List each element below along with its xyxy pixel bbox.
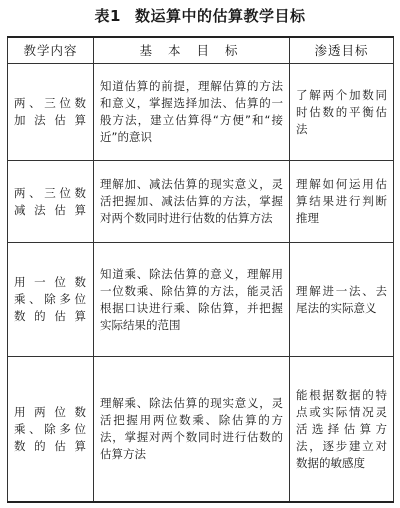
table-header-row bbox=[8, 37, 394, 64]
row-basic-goal-cell: 知道估算的前提，理解估算的方法和意义，掌握选择加法、估算的一般方法，建立估算得“方便”和“接近”的意识 bbox=[94, 64, 290, 161]
header-extended-goal: 渗透目标 bbox=[290, 37, 394, 64]
table-caption bbox=[0, 6, 400, 26]
table-row bbox=[8, 243, 394, 357]
row-basic-goal-cell: 理解加、减法估算的现实意义，灵活把握加、减法估算的方法，掌握对两个数同时进行估数的估算方法 bbox=[94, 161, 290, 243]
teaching-goals-table bbox=[7, 36, 394, 503]
table-row bbox=[8, 64, 394, 161]
row-basic-goal-cell: 知道乘、除法估算的意义，理解用一位数乘、除估算的方法，能灵活根据口诀进行乘、除估算，并把握实际结果的范围 bbox=[94, 243, 290, 357]
header-basic-goal: 基 本 目 标 bbox=[94, 37, 290, 64]
table-title: 数运算中的估算教学目标 bbox=[134, 7, 306, 25]
row-extended-goal-cell: 理解进一法、去尾法的实际意义 bbox=[290, 243, 394, 357]
row-basic-goal-cell: 理解乘、除法估算的现实意义，灵活把握用两位数乘、除估算的方法，掌握对两个数同时进行估数的估算方法 bbox=[94, 357, 290, 503]
header-content: 教学内容 bbox=[8, 37, 94, 64]
table-row bbox=[8, 357, 394, 503]
row-extended-goal-cell: 理解如何运用估算结果进行判断推理 bbox=[290, 161, 394, 243]
table-number: 表1 bbox=[94, 7, 121, 25]
row-content-cell: 两、三位数加法估算 bbox=[8, 64, 94, 161]
row-content-cell: 两、三位数减法估算 bbox=[8, 161, 94, 243]
row-content-cell: 用两位数乘、除多位数的估算 bbox=[8, 357, 94, 503]
row-extended-goal-cell: 能根据数据的特点或实际情况灵活选择估算方法，逐步建立对数据的敏感度 bbox=[290, 357, 394, 503]
row-content-cell: 用一位数乘、除多位数的估算 bbox=[8, 243, 94, 357]
table-row bbox=[8, 161, 394, 243]
row-extended-goal-cell: 了解两个加数同时估数的平衡估法 bbox=[290, 64, 394, 161]
